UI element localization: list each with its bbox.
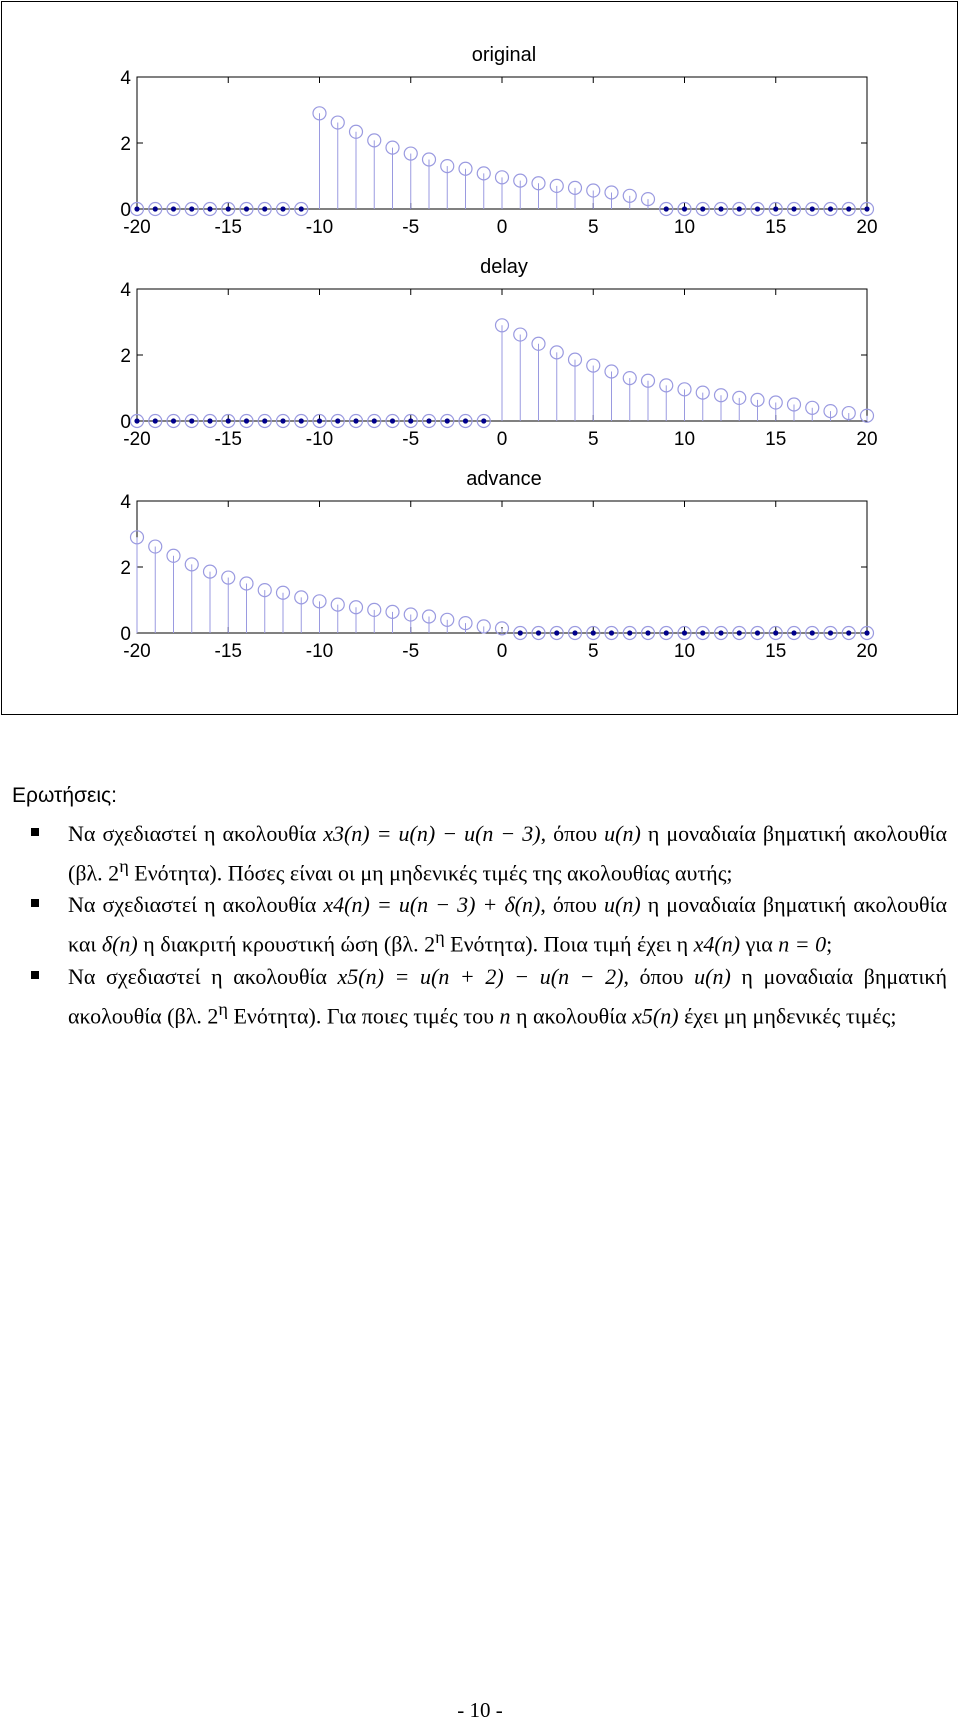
x-tick-label: 0 [496, 429, 508, 450]
baseline-dot [664, 206, 669, 211]
baseline-dot [810, 630, 815, 635]
baseline-dot [481, 418, 486, 423]
baseline-dot [317, 418, 322, 423]
x-tick-label: 5 [587, 641, 599, 662]
plot-title: delay [480, 256, 528, 278]
baseline-dot [572, 630, 577, 635]
baseline-dot [700, 206, 705, 211]
baseline-dot [335, 418, 340, 423]
baseline-dot [682, 630, 687, 635]
y-tick-label: 2 [120, 346, 131, 367]
x-tick-label: -15 [214, 429, 242, 450]
y-tick-label: 0 [120, 412, 131, 433]
baseline-dot [262, 206, 267, 211]
baseline-dot [864, 206, 869, 211]
question-2: Να σχεδιαστεί η ακολουθία x4(n) = u(n − 3) + δ(n), όπου u(n) η μοναδιαία βηματική ακολουθία και δ(n) η διακριτή κρουστική ώση (βλ. $2^\eta$ Ενότητα). Ποια τιμή έχει η x4(n) για n = 0; [12, 889, 947, 960]
x-tick-label: 20 [856, 429, 878, 450]
x-tick-label: 20 [856, 641, 878, 662]
baseline-dot [390, 418, 395, 423]
baseline-dot [755, 630, 760, 635]
x-tick-label: 5 [587, 217, 599, 238]
questions-heading: Ερωτήσεις: [12, 784, 117, 807]
plot-title: advance [466, 468, 542, 490]
baseline-dot [791, 206, 796, 211]
baseline-dot [737, 206, 742, 211]
baseline-dot [171, 206, 176, 211]
baseline-dot [846, 630, 851, 635]
x-tick-label: 15 [765, 429, 787, 450]
x-tick-label: -5 [402, 641, 420, 662]
y-tick-label: 4 [120, 68, 131, 89]
baseline-dot [627, 630, 632, 635]
baseline-dot [134, 206, 139, 211]
baseline-dot [682, 206, 687, 211]
baseline-dot [609, 630, 614, 635]
baseline-dot [189, 206, 194, 211]
x-tick-label: 10 [673, 217, 696, 238]
x-tick-label: 0 [496, 217, 508, 238]
x-tick-label: -10 [305, 429, 334, 450]
x-tick-label: -15 [214, 641, 242, 662]
y-tick-label: 0 [120, 200, 131, 221]
x-tick-label: -10 [305, 641, 334, 662]
baseline-dot [810, 206, 815, 211]
figure-frame [1, 1, 958, 715]
baseline-dot [280, 206, 285, 211]
formula-x5: x5(n) = u(n + 2) − u(n − 2) [337, 963, 624, 989]
baseline-dot [664, 630, 669, 635]
formula-u: u(n) [604, 821, 641, 846]
y-tick-label: 2 [120, 134, 131, 155]
baseline-dot [153, 206, 158, 211]
baseline-dot [518, 630, 523, 635]
formula-x4n: x4(n) [693, 931, 741, 957]
baseline-dot [463, 418, 468, 423]
baseline-dot [591, 630, 596, 635]
formula-u: u(n) [604, 892, 641, 918]
x-tick-label: -10 [305, 217, 334, 238]
y-tick-label: 0 [120, 624, 131, 645]
baseline-dot [299, 418, 304, 423]
baseline-dot [864, 630, 869, 635]
y-tick-label: 4 [120, 492, 131, 513]
baseline-dot [828, 630, 833, 635]
baseline-dot [353, 418, 358, 423]
baseline-dot [645, 630, 650, 635]
baseline-dot [299, 206, 304, 211]
baseline-dot [737, 630, 742, 635]
page-number: - 10 - [457, 1698, 503, 1722]
x-tick-label: -15 [214, 217, 242, 238]
baseline-dot [773, 206, 778, 211]
formula-x3: x3(n) = u(n) − u(n − 3) [323, 821, 541, 846]
bullet-icon [31, 828, 39, 836]
x-tick-label: 0 [496, 641, 508, 662]
baseline-dot [408, 418, 413, 423]
questions-section [12, 780, 947, 1032]
formula-x4: x4(n) = u(n − 3) + δ(n) [323, 892, 541, 918]
x-tick-label: 20 [856, 217, 878, 238]
baseline-dot [828, 206, 833, 211]
baseline-dot [700, 630, 705, 635]
baseline-dot [445, 418, 450, 423]
baseline-dot [554, 630, 559, 635]
baseline-dot [791, 630, 796, 635]
baseline-dot [372, 418, 377, 423]
baseline-dot [426, 418, 431, 423]
baseline-dot [262, 418, 267, 423]
formula-delta: δ(n) [101, 931, 138, 957]
y-tick-label: 4 [120, 280, 131, 301]
x-tick-label: -5 [402, 217, 420, 238]
bullet-icon [31, 971, 39, 979]
baseline-dot [718, 630, 723, 635]
baseline-dot [226, 206, 231, 211]
x-tick-label: -5 [402, 429, 420, 450]
baseline-dot [153, 418, 158, 423]
baseline-dot [171, 418, 176, 423]
plot-title: original [471, 44, 537, 66]
x-tick-label: 10 [673, 429, 696, 450]
baseline-dot [189, 418, 194, 423]
baseline-dot [755, 206, 760, 211]
formula-condition: n = 0 [778, 931, 827, 957]
x-tick-label: -20 [123, 217, 151, 238]
bullet-icon [31, 899, 39, 907]
question-1: Να σχεδιαστεί η ακολουθία x3(n) = u(n) − u(n − 3), όπου u(n) η μοναδιαία βηματική ακολουθία (βλ. $2^\eta$ Ενότητα). Πόσες είναι οι μη μηδενικές τιμές της ακολουθίας αυτής; [12, 818, 947, 889]
x-tick-label: 15 [765, 641, 787, 662]
question-3: Να σχεδιαστεί η ακολουθία x5(n) = u(n + 2) − u(n − 2), όπου u(n) η μοναδιαία βηματική ακολουθία (βλ. $2^\eta$ Ενότητα). Για ποιες τιμές του n η ακολουθία x5(n) έχει μη μηδενικές τιμές; [12, 961, 947, 1032]
formula-u: u(n) [694, 963, 731, 989]
baseline-dot [244, 418, 249, 423]
x-tick-label: 15 [765, 217, 787, 238]
baseline-dot [244, 206, 249, 211]
baseline-dot [226, 418, 231, 423]
baseline-dot [280, 418, 285, 423]
baseline-dot [134, 418, 139, 423]
stem-plots-figure [2, 2, 957, 714]
x-tick-label: -20 [123, 641, 151, 662]
baseline-dot [773, 630, 778, 635]
baseline-dot [207, 206, 212, 211]
formula-n: n [499, 1002, 511, 1028]
formula-x5n: x5(n) [632, 1002, 679, 1028]
y-tick-label: 2 [120, 558, 131, 579]
baseline-dot [536, 630, 541, 635]
baseline-dot [718, 206, 723, 211]
x-tick-label: 5 [587, 429, 599, 450]
baseline-dot [207, 418, 212, 423]
x-tick-label: 10 [673, 641, 696, 662]
x-tick-label: -20 [123, 429, 151, 450]
baseline-dot [846, 206, 851, 211]
